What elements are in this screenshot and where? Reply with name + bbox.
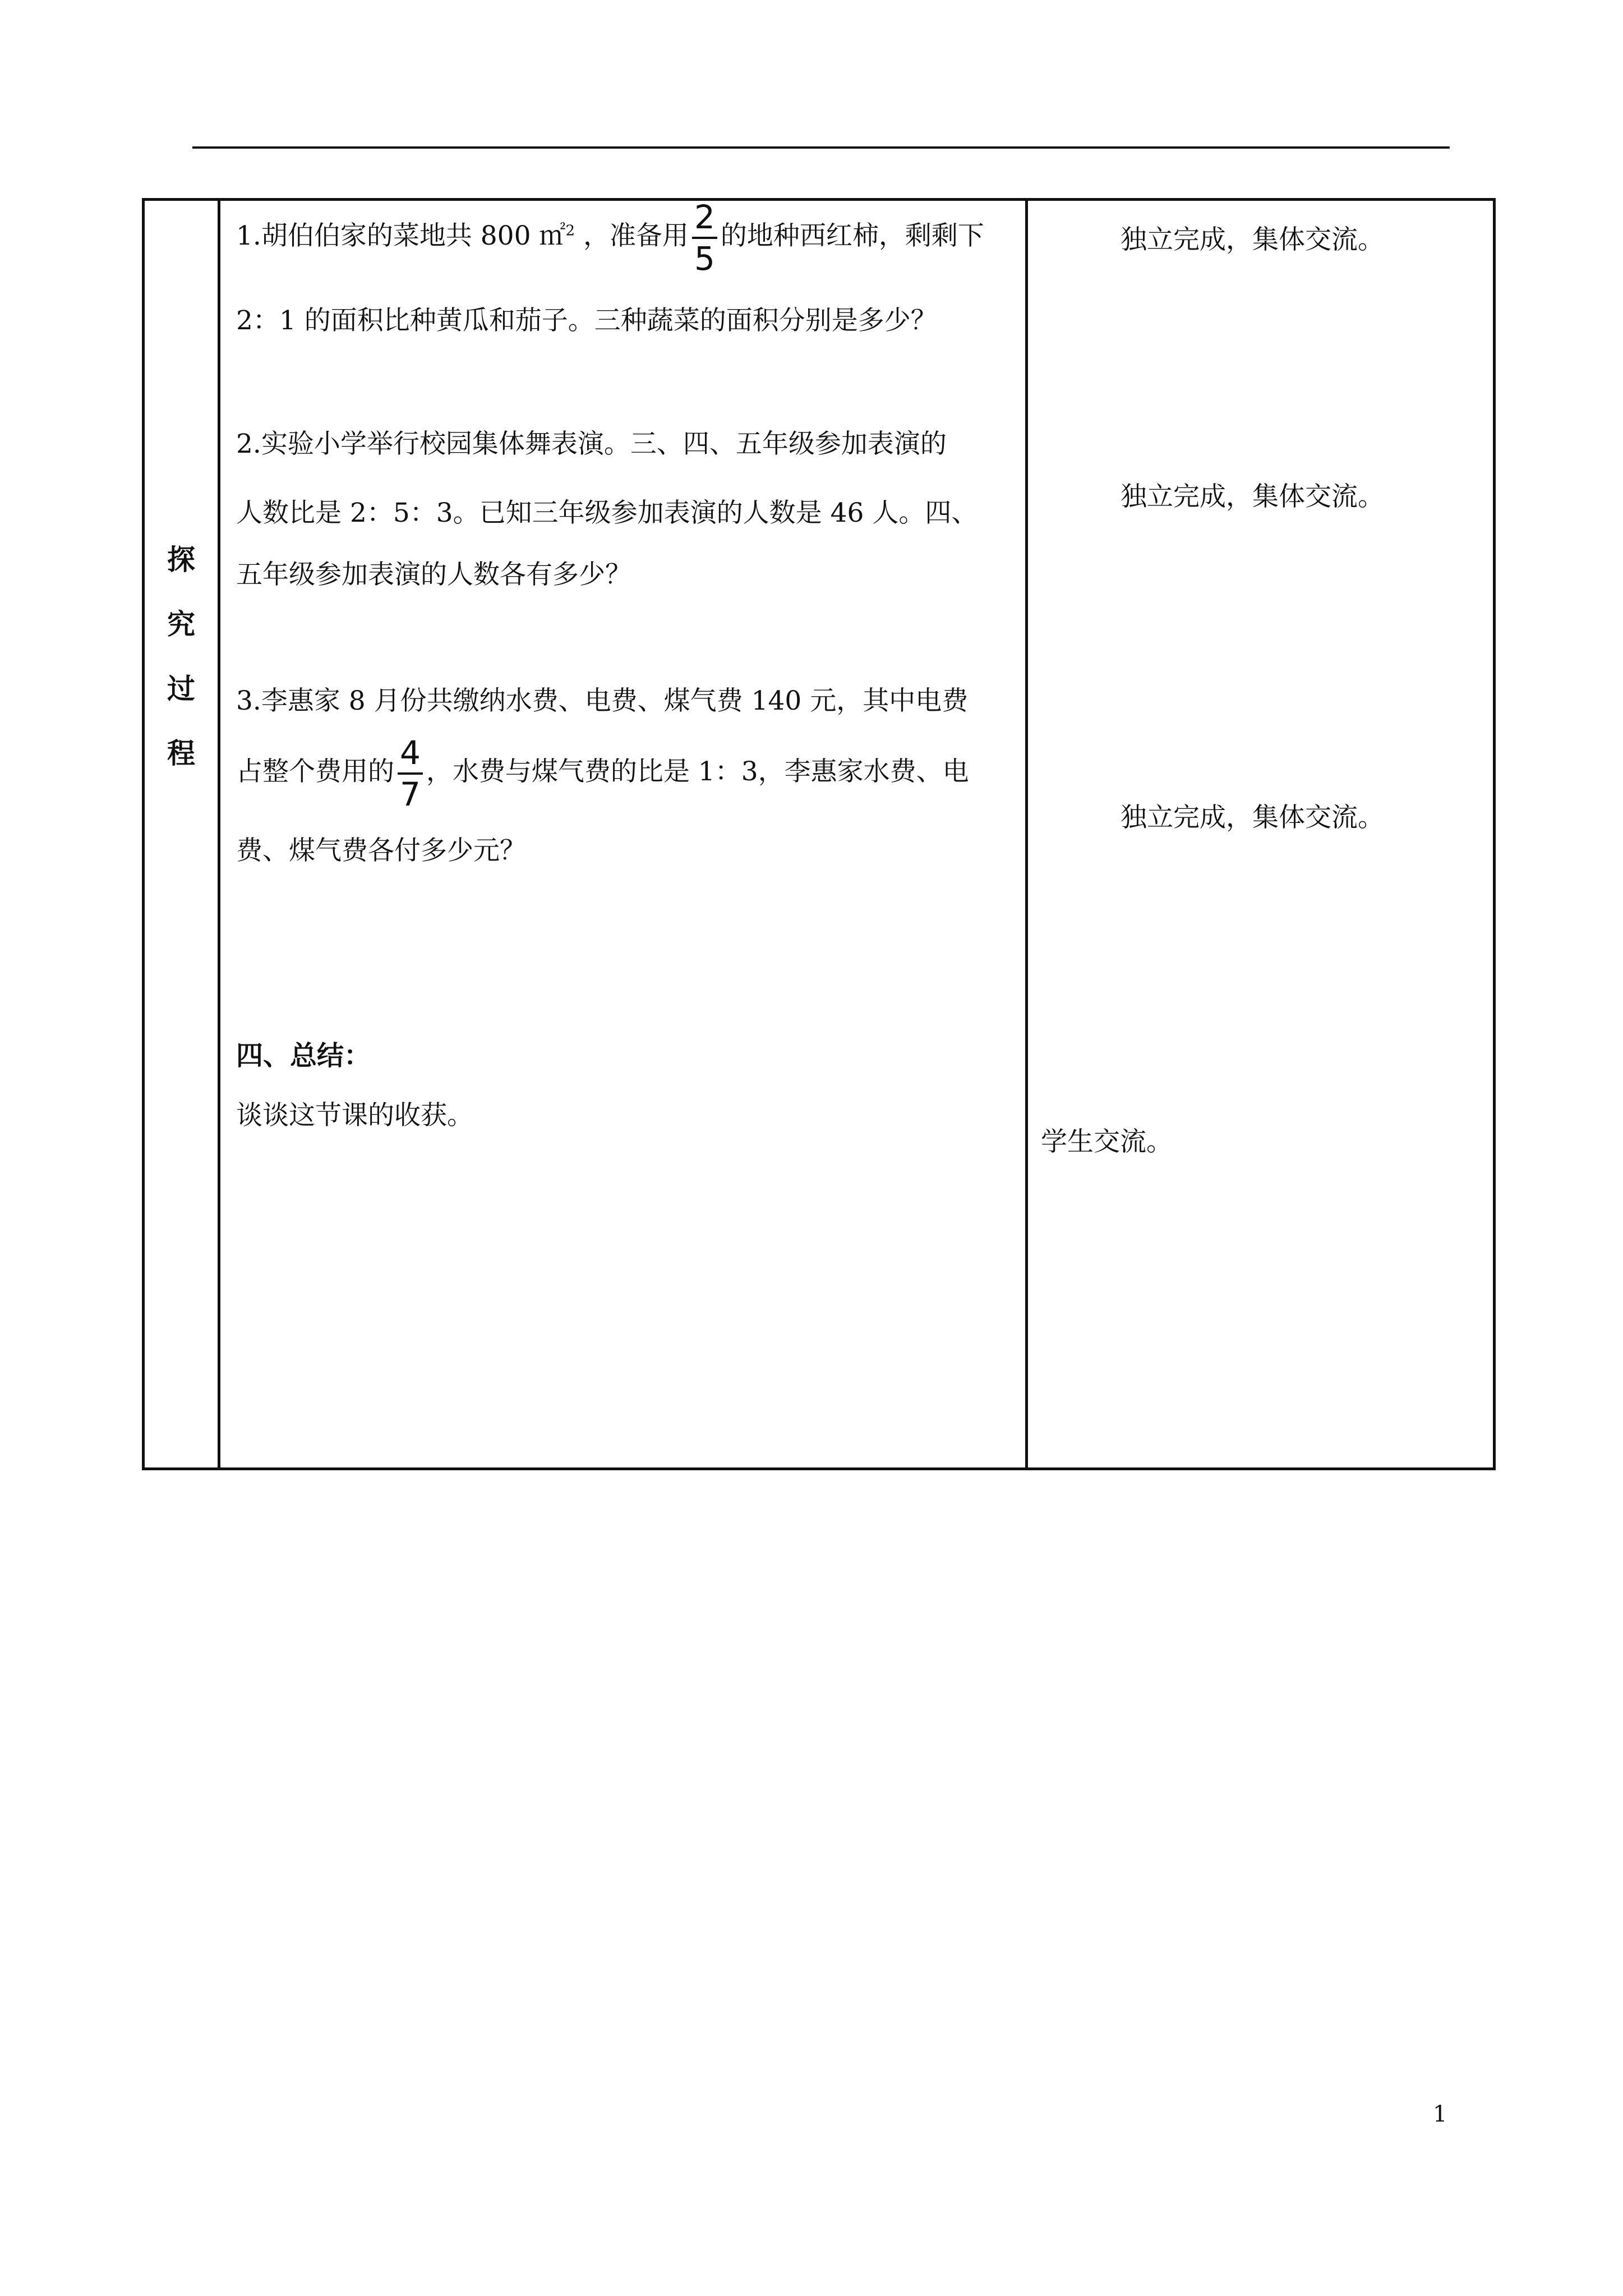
fraction-four-sevenths [398,734,423,813]
problem-2-line-1: 2.实验小学举行校园集体舞表演。三、四、五年级参加表演的 [236,429,947,459]
fraction-denominator: 7 [400,775,421,813]
note-3: 独立完成，集体交流。 [1121,802,1384,833]
fraction-two-fifths [692,198,717,278]
fraction-bar [692,237,717,239]
problem-1-superscript: 2 [565,222,575,240]
problem-1-text-a: 1.胡伯伯家的菜地共 800 ㎡ [236,220,566,251]
stage-label-char-1: 探 [167,543,195,576]
summary-title: 四、总结： [236,1040,371,1071]
problem-3-line-2 [236,734,969,813]
problem-3-line-1: 3.李惠家 8 月份共缴纳水费、电费、煤气费 140 元，其中电费 [236,685,969,716]
problem-1-line-2: 2：1 的面积比种黄瓜和茄子。三种蔬菜的面积分别是多少？ [236,305,937,336]
summary-text: 谈谈这节课的收获。 [236,1100,473,1131]
problem-2-line-2: 人数比是 2：5：3。已知三年级参加表演的人数是 46 人。四、 [236,498,978,528]
fraction-denominator: 5 [694,240,715,278]
page-number: 1 [1433,2101,1447,2127]
column-divider-left [218,201,220,1467]
fraction-bar [398,772,423,775]
note-1: 独立完成，集体交流。 [1121,224,1384,255]
column-divider-right [1025,201,1028,1467]
problem-2-line-3: 五年级参加表演的人数各有多少？ [236,559,631,590]
problem-3-text-a: 占整个费用的 [236,756,394,787]
fraction-numerator: 4 [400,734,421,772]
stage-label-char-2: 究 [167,608,195,641]
problem-1-text-b: ，准备用 [583,220,689,251]
problem-3-text-b: ，水费与煤气费的比是 1：3，李惠家水费、电 [426,756,969,787]
note-4: 学生交流。 [1041,1126,1173,1157]
content-column [236,198,999,1469]
stage-label-char-3: 过 [167,672,195,705]
lesson-plan-table [142,198,1496,1470]
stage-label-char-4: 程 [167,737,195,770]
note-2: 独立完成，集体交流。 [1121,481,1384,512]
fraction-numerator: 2 [694,198,715,236]
problem-3-line-3: 费、煤气费各付多少元？ [236,835,526,866]
problem-1-line-1 [236,198,984,278]
problem-1-text-c: 的地种西红柿，剩剩下 [720,220,984,251]
header-rule [192,146,1450,149]
